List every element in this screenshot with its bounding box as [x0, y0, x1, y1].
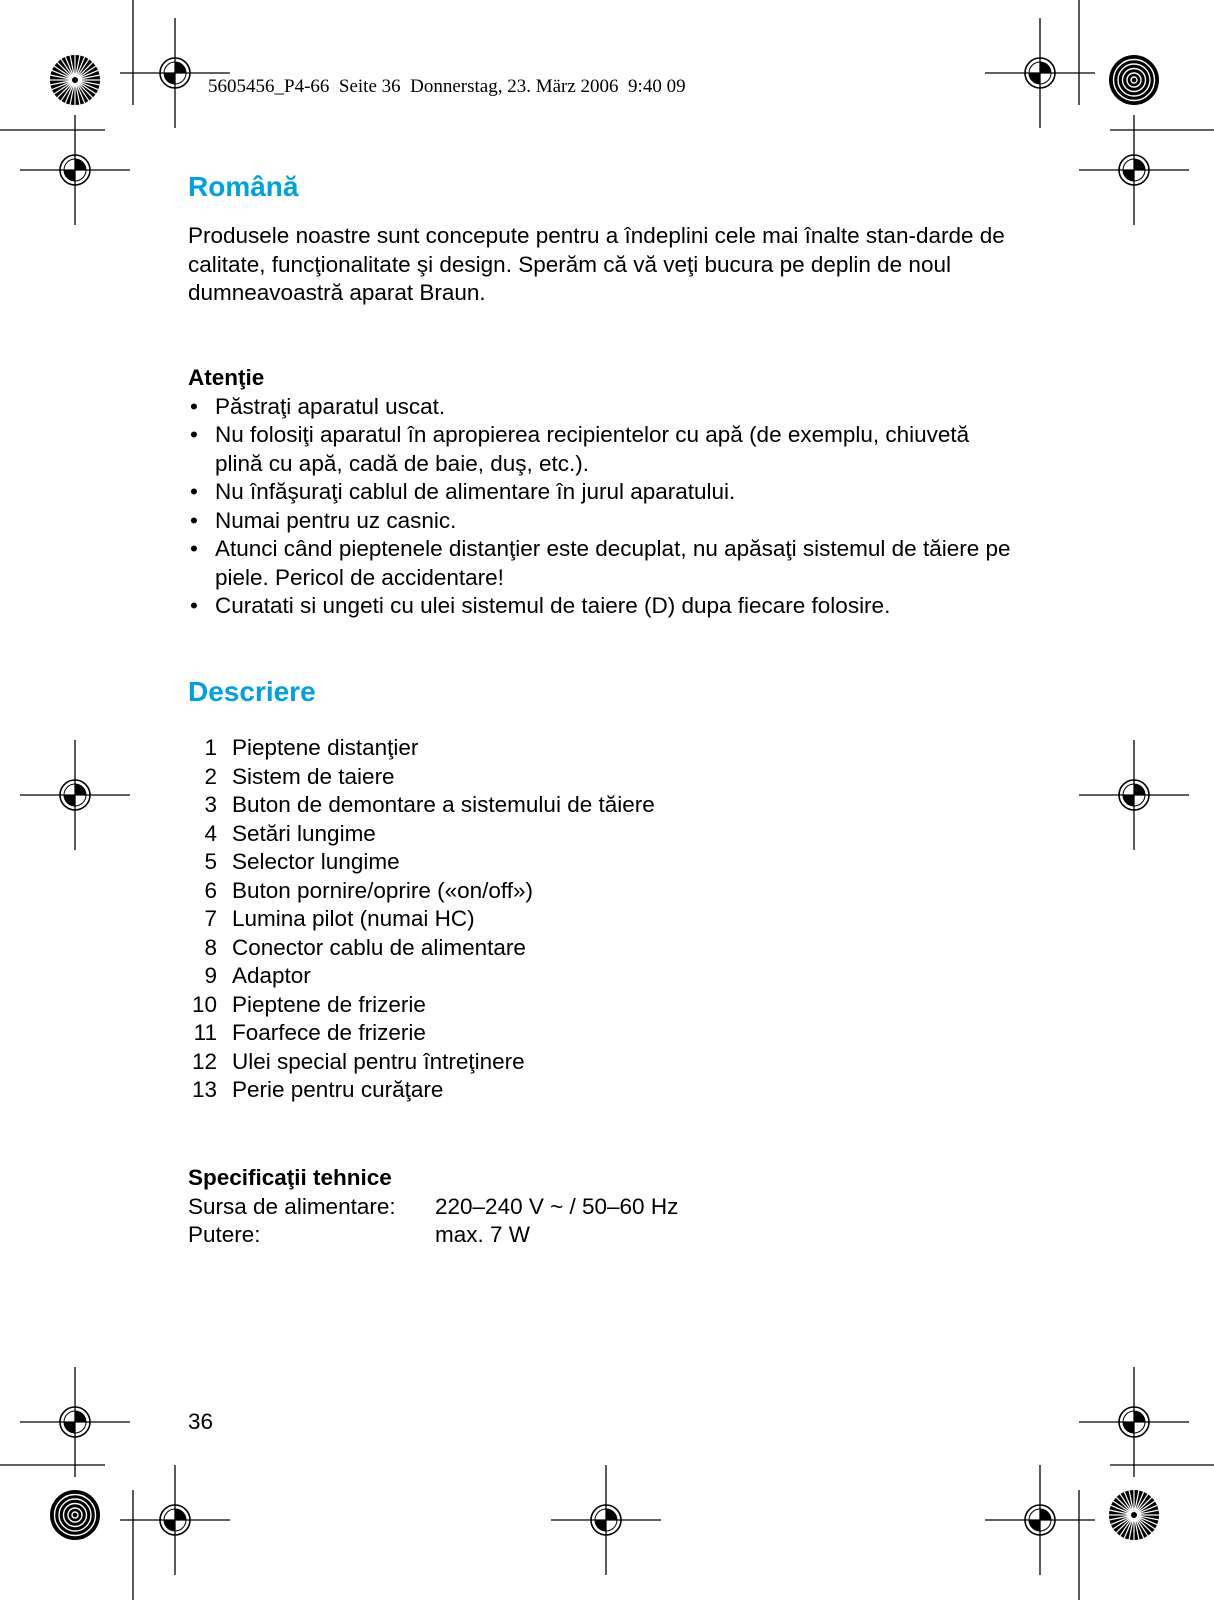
list-item [188, 1076, 655, 1105]
registration-mark-right-upper [1079, 115, 1189, 225]
item-label: Ulei special pentru întreţinere [232, 1048, 525, 1074]
item-label: Lumina pilot (numai HC) [232, 906, 475, 931]
spec-value: 220–240 V ~ / 50–60 Hz [435, 1193, 679, 1219]
print-slug-line: 5605456_P4-66 Seite 36 Donnerstag, 23. März 2006 9:40 09 [208, 76, 686, 97]
atentie-block [188, 364, 1018, 621]
item-label: Setări lungime [232, 820, 376, 846]
descriere-list [188, 734, 655, 1105]
item-number: 8 [204, 934, 217, 960]
item-number: 5 [204, 849, 217, 874]
atentie-item: • Nu folosiţi aparatul în apropierea recipientelor cu apă (de exemplu, chiuvetă plină cu apă, cadă de baie, duş, etc.). [188, 421, 1018, 478]
item-label: Selector lungime [232, 849, 400, 874]
starburst-target-top-left [50, 55, 100, 105]
spec-value: max. 7 W [435, 1222, 531, 1247]
registration-mark-left-upper [20, 115, 130, 225]
atentie-heading: Atenţie [188, 365, 265, 390]
table-row [188, 1193, 678, 1222]
item-number: 13 [191, 1077, 217, 1102]
atentie-item: • Curatati si ungeti cu ulei sistemul de taiere (D) dupa fiecare folosire. [188, 592, 1018, 621]
table-row [188, 1221, 678, 1250]
ring-target-top-right [1109, 55, 1159, 105]
list-item [188, 791, 655, 820]
intro-block [188, 222, 1018, 308]
registration-mark-left-lower [20, 1367, 130, 1477]
section-title-descriere: Descriere [188, 676, 316, 707]
item-label: Conector cablu de alimentare [232, 934, 526, 960]
list-item [188, 820, 655, 849]
page-number: 36 [188, 1409, 214, 1434]
item-number: 10 [191, 991, 217, 1017]
spec-key: Sursa de alimentare: [188, 1193, 396, 1219]
specificatii-table [188, 1193, 678, 1250]
section-title-romana: Română [188, 171, 299, 202]
list-item [188, 877, 655, 906]
item-number: 7 [204, 906, 217, 931]
item-label: Pieptene de frizerie [232, 991, 426, 1017]
item-number: 4 [204, 820, 217, 846]
item-label: Buton de demontare a sistemului de tăiere [232, 792, 655, 817]
item-label: Perie pentru curăţare [232, 1077, 444, 1102]
atentie-item: • Atunci când pieptenele distanţier este decuplat, nu apăsaţi sistemul de tăiere pe piele. Pericol de accidentare! [188, 535, 1018, 592]
registration-mark-bottom-left [120, 1465, 230, 1575]
item-label: Sistem de taiere [232, 763, 395, 789]
item-number: 6 [204, 877, 217, 903]
item-label: Foarfece de frizerie [232, 1020, 426, 1045]
list-item [188, 991, 655, 1020]
registration-mark-right-lower [1079, 1367, 1189, 1477]
item-label: Pieptene distanţier [232, 735, 419, 760]
descriere-block [188, 734, 655, 1105]
registration-mark-top-left [120, 18, 230, 128]
registration-mark-right-middle [1079, 740, 1189, 850]
atentie-item: • Numai pentru uz casnic. [188, 507, 1018, 536]
list-item [188, 734, 655, 763]
item-number: 9 [204, 963, 217, 988]
item-number: 12 [191, 1048, 217, 1074]
list-item [188, 763, 655, 792]
item-number: 1 [204, 735, 217, 760]
list-item [188, 1048, 655, 1077]
registration-mark-left-middle [20, 740, 130, 850]
spec-key: Putere: [188, 1222, 261, 1247]
ring-target-bottom-left [50, 1490, 100, 1540]
intro-paragraph: Produsele noastre sunt concepute pentru a îndeplini cele mai înalte stan-darde de calitate, funcţionalitate şi design. Sperăm că vă veţi bucura pe deplin de noul dumneavoastră aparat Braun. [188, 223, 1005, 305]
specificatii-heading: Specificaţii tehnice [188, 1165, 392, 1190]
list-item [188, 962, 655, 991]
list-item [188, 934, 655, 963]
list-item [188, 905, 655, 934]
list-item [188, 1019, 655, 1048]
starburst-target-bottom-right [1109, 1490, 1159, 1540]
registration-mark-bottom-center [551, 1465, 661, 1575]
atentie-item: • Nu înfăşuraţi cablul de alimentare în jurul aparatului. [188, 478, 1018, 507]
item-number: 3 [204, 792, 217, 817]
item-number: 2 [204, 763, 217, 789]
list-item [188, 848, 655, 877]
item-label: Adaptor [232, 963, 311, 988]
item-number: 11 [193, 1020, 217, 1045]
specificatii-block [188, 1164, 678, 1250]
item-label: Buton pornire/oprire («on/off») [232, 877, 534, 903]
atentie-item: • Păstraţi aparatul uscat. [188, 393, 1018, 422]
atentie-list [188, 393, 1018, 621]
